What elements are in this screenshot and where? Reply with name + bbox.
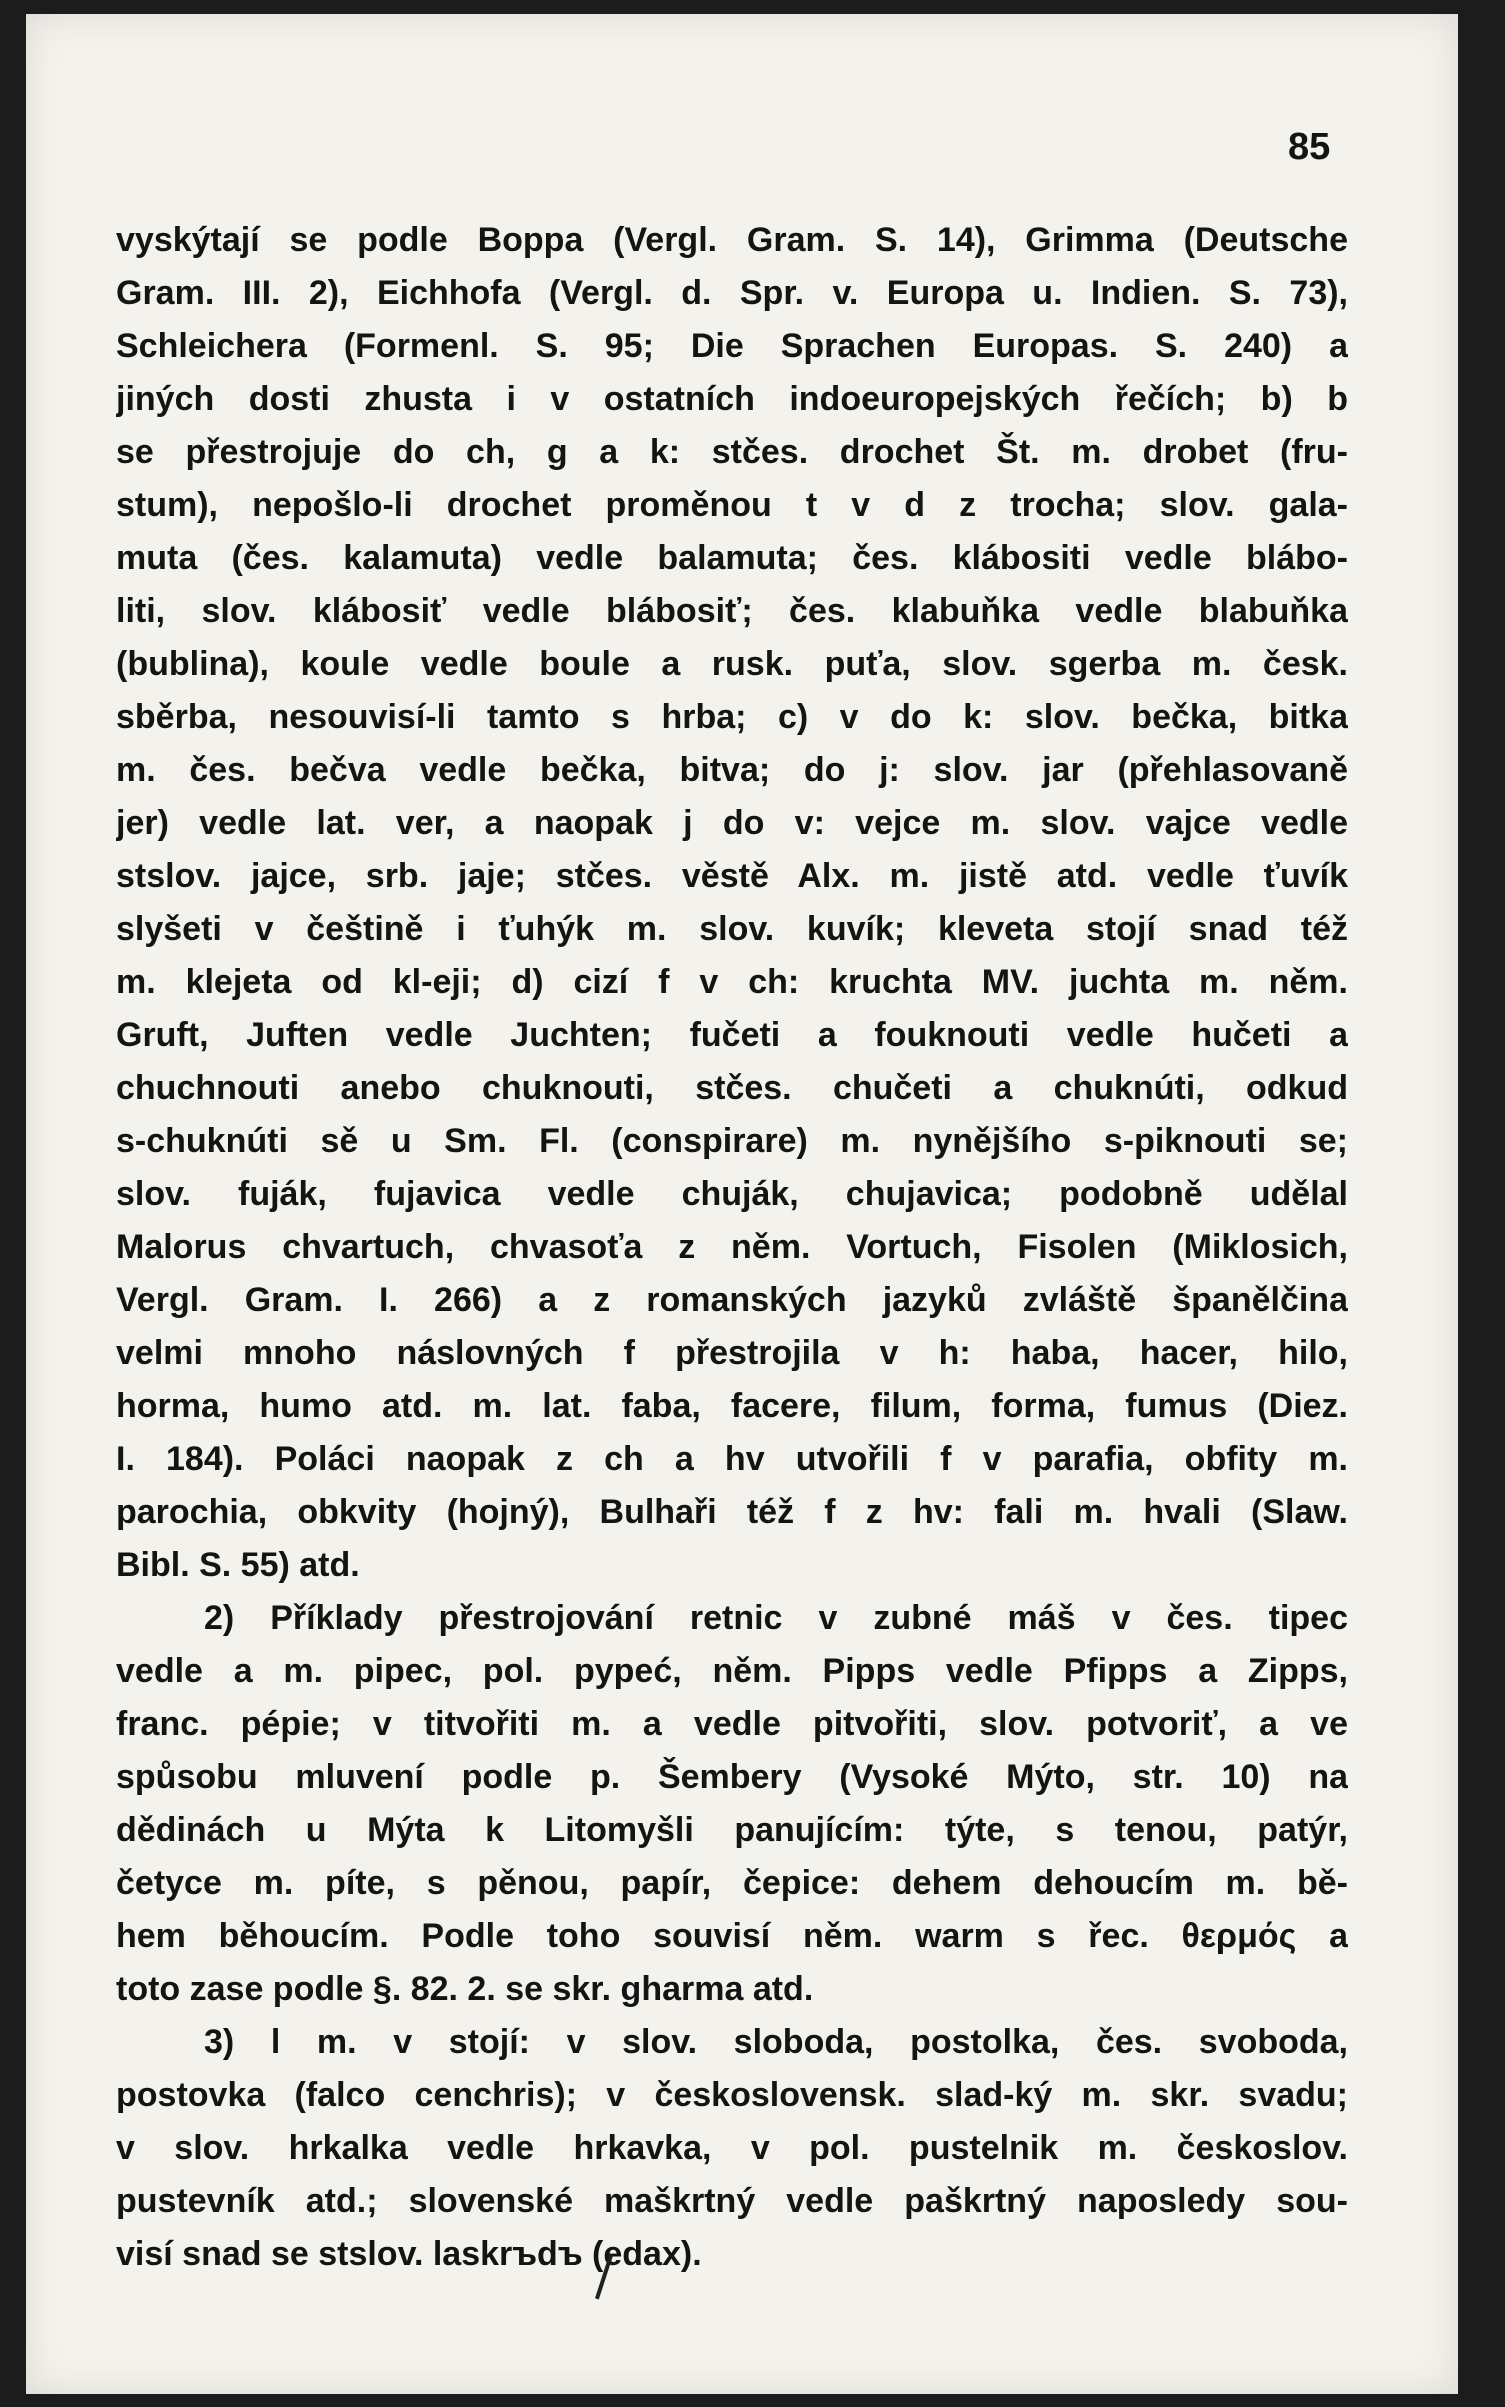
text-line: Vergl. Gram. I. 266) a z romanských jazyků zvláště španělčina	[116, 1281, 1348, 1319]
text-line: Gram. III. 2), Eichhofa (Vergl. d. Spr. v. Europa u. Indien. S. 73),	[116, 274, 1348, 312]
text-line: franc. pépie; v titvořiti m. a vedle pitvořiti, slov. potvoriť, a ve	[116, 1705, 1348, 1743]
text-line: Bibl. S. 55) atd.	[116, 1546, 360, 1584]
text-line: spůsobu mluvení podle p. Šembery (Vysoké Mýto, str. 10) na	[116, 1758, 1348, 1796]
text-line: pustevník atd.; slovenské maškrtný vedle paškrtný naposledy sou-	[116, 2182, 1348, 2220]
text-line: Schleichera (Formenl. S. 95; Die Sprachen Europas. S. 240) a	[116, 327, 1348, 365]
text-line: muta (čes. kalamuta) vedle balamuta; čes. klábositi vedle blábo-	[116, 539, 1348, 577]
text-line: jiných dosti zhusta i v ostatních indoeuropejských řečích; b) b	[116, 380, 1348, 418]
text-line: I. 184). Poláci naopak z ch a hv utvořili f v parafia, obfity m.	[116, 1440, 1348, 1478]
text-line: dědinách u Mýta k Litomyšli panujícím: týte, s tenou, patýr,	[116, 1811, 1348, 1849]
text-line: chuchnouti anebo chuknouti, stčes. chučeti a chuknúti, odkud	[116, 1069, 1348, 1107]
text-line: toto zase podle §. 82. 2. se skr. gharma atd.	[116, 1970, 814, 2008]
text-line: Gruft, Juften vedle Juchten; fučeti a fouknouti vedle hučeti a	[116, 1016, 1348, 1054]
text-line: velmi mnoho náslovných f přestrojila v h: haba, hacer, hilo,	[116, 1334, 1348, 1372]
text-line: stslov. jajce, srb. jaje; stčes. věstě Alx. m. jistě atd. vedle ťuvík	[116, 857, 1348, 895]
text-line: m. klejeta od kl-eji; d) cizí f v ch: kruchta MV. juchta m. něm.	[116, 963, 1348, 1001]
text-line: (bublina), koule vedle boule a rusk. puťa, slov. sgerba m. česk.	[116, 645, 1348, 683]
text-line: s-chuknúti sě u Sm. Fl. (conspirare) m. nynějšího s-piknouti se;	[116, 1122, 1348, 1160]
body-text	[116, 214, 1348, 2281]
paragraph-start: 2) Příklady přestrojování retnic v zubné máš v čes. tipec	[204, 1599, 1348, 1637]
text-line: četyce m. píte, s pěnou, papír, čepice: dehem dehoucím m. bě-	[116, 1864, 1348, 1902]
text-line: slov. fuják, fujavica vedle chuják, chujavica; podobně udělal	[116, 1175, 1348, 1213]
text-line: horma, humo atd. m. lat. faba, facere, filum, forma, fumus (Diez.	[116, 1387, 1348, 1425]
book-page	[26, 14, 1458, 2394]
text-line: Malorus chvartuch, chvasoťa z něm. Vortuch, Fisolen (Miklosich,	[116, 1228, 1348, 1266]
text-line: slyšeti v češtině i ťuhýk m. slov. kuvík; kleveta stojí snad též	[116, 910, 1348, 948]
text-line: liti, slov. klábosiť vedle blábosiť; čes. klabuňka vedle blabuňka	[116, 592, 1348, 630]
text-line: parochia, obkvity (hojný), Bulhaři též f z hv: fali m. hvali (Slaw.	[116, 1493, 1348, 1531]
text-line: stum), nepošlo-li drochet proměnou t v d z trocha; slov. gala-	[116, 486, 1348, 524]
text-line: se přestrojuje do ch, g a k: stčes. drochet Št. m. drobet (fru-	[116, 433, 1348, 471]
text-line: postovka (falco cenchris); v československ. slad-ký m. skr. svadu;	[116, 2076, 1348, 2114]
paragraph-start: 3) l m. v stojí: v slov. sloboda, postolka, čes. svoboda,	[204, 2023, 1348, 2061]
text-line: vyskýtají se podle Boppa (Vergl. Gram. S. 14), Grimma (Deutsche	[116, 221, 1348, 259]
text-line: visí snad se stslov. laskrъdъ (edax).	[116, 2235, 702, 2273]
page-number: 85	[1288, 126, 1331, 168]
text-line: vedle a m. pipec, pol. pypeć, něm. Pipps vedle Pfipps a Zipps,	[116, 1652, 1348, 1690]
text-line: hem běhoucím. Podle toho souvisí něm. warm s řec. θερμός a	[116, 1917, 1348, 1955]
text-line: sběrba, nesouvisí-li tamto s hrba; c) v do k: slov. bečka, bitka	[116, 698, 1348, 736]
text-line: jer) vedle lat. ver, a naopak j do v: vejce m. slov. vajce vedle	[116, 804, 1348, 842]
text-line: m. čes. bečva vedle bečka, bitva; do j: slov. jar (přehlasovaně	[116, 751, 1348, 789]
text-line: v slov. hrkalka vedle hrkavka, v pol. pustelnik m. českoslov.	[116, 2129, 1348, 2167]
